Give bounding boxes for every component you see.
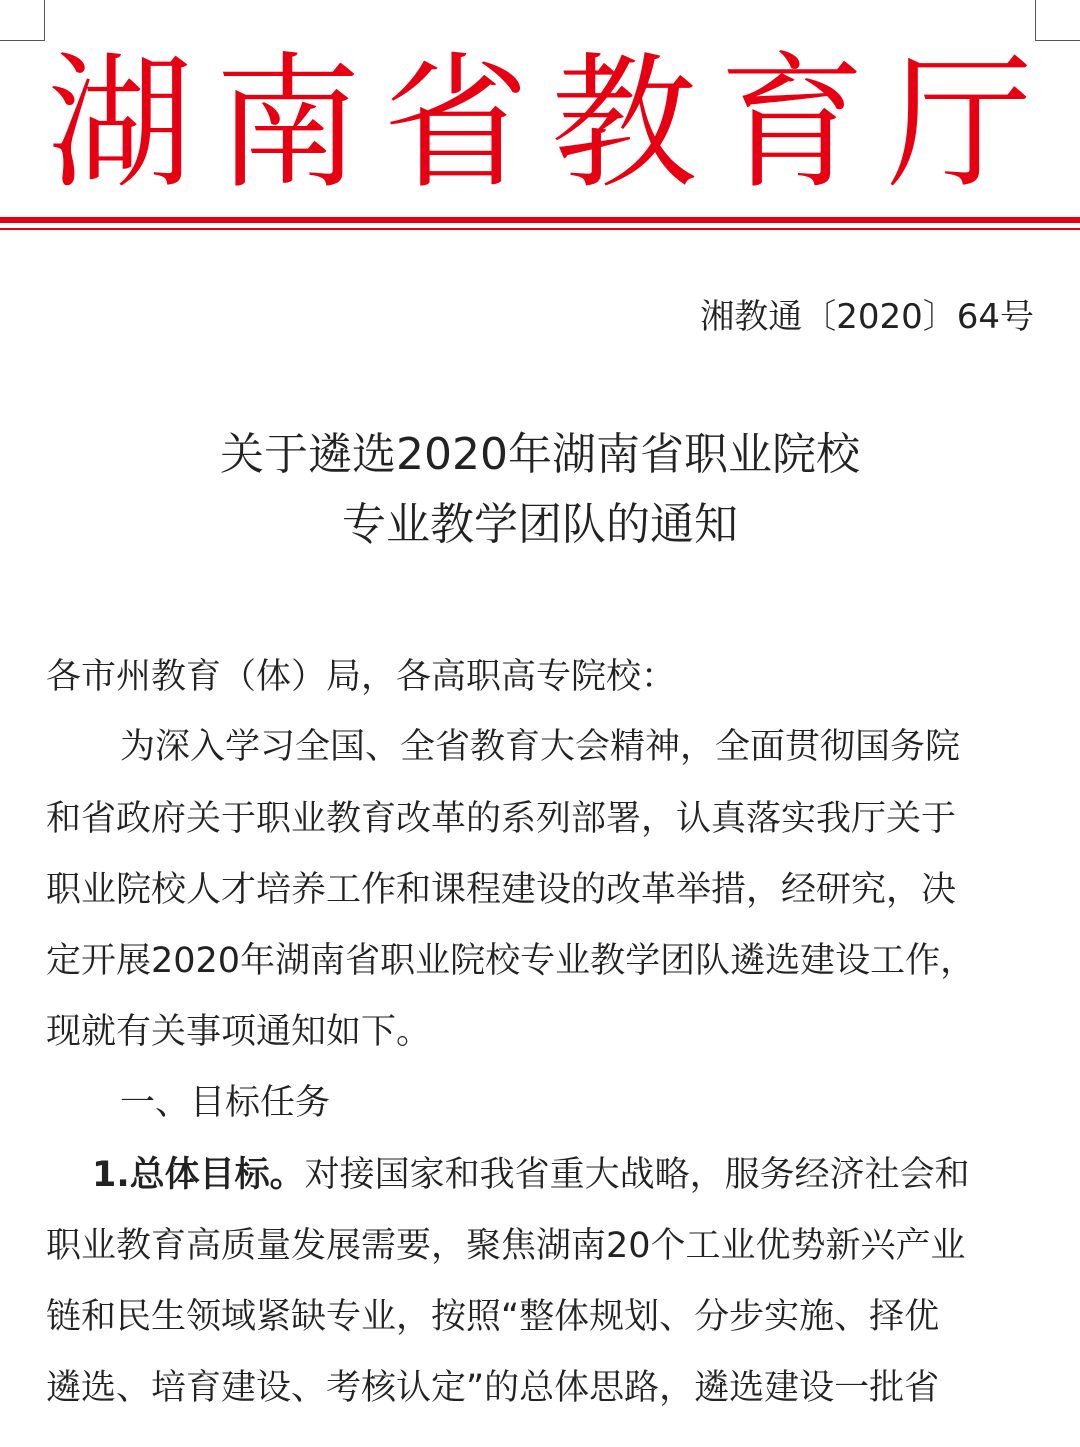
crop-mark-top-right [1035,0,1080,41]
body-line: 链和民生领域紧缺专业，按照“整体规划、分步实施、择优 [46,1297,940,1337]
title-line: 专业教学团队的通知 [342,499,738,550]
masthead-char: 省 [383,39,529,209]
masthead-char: 教 [551,39,697,209]
body-line: 遴选、培育建设、考核认定”的总体思路，遴选建设一批省 [46,1368,940,1408]
section-heading: 一、目标任务 [120,1083,331,1123]
goal-text: 对接国家和我省重大战略，服务经济社会和 [304,1155,970,1195]
masthead-char: 南 [215,39,361,209]
body-line: 定开展2020年湖南省职业院校专业教学团队遴选建设工作， [46,941,976,981]
masthead [40,39,1040,209]
body-line: 职业教育高质量发展需要，聚焦湖南20个工业优势新兴产业 [46,1226,966,1266]
body-line: 现就有关事项通知如下。 [46,1012,432,1052]
goal-label: 1.总体目标。 [92,1155,305,1195]
header-rule-thin [0,228,1080,230]
salutation: 各市州教育（体）局，各高职高专院校： [46,657,677,697]
body-line: 为深入学习全国、全省教育大会精神，全面贯彻国务院 [120,727,961,767]
body-line [92,1150,970,1200]
crop-mark-top-left [0,0,45,41]
header-rule-thick [0,217,1080,223]
body-line: 职业院校人才培养工作和课程建设的改革举措，经研究，决 [46,870,957,910]
title-line: 关于遴选2020年湖南省职业院校 [220,429,860,480]
body-line: 和省政府关于职业教育改革的系列部署，认真落实我厅关于 [46,799,957,839]
masthead-char: 厅 [887,39,1033,209]
masthead-char: 湖 [47,39,193,209]
masthead-char: 育 [719,39,865,209]
document-number: 湘教通〔2020〕64号 [700,297,1034,337]
document-title [0,420,1080,560]
